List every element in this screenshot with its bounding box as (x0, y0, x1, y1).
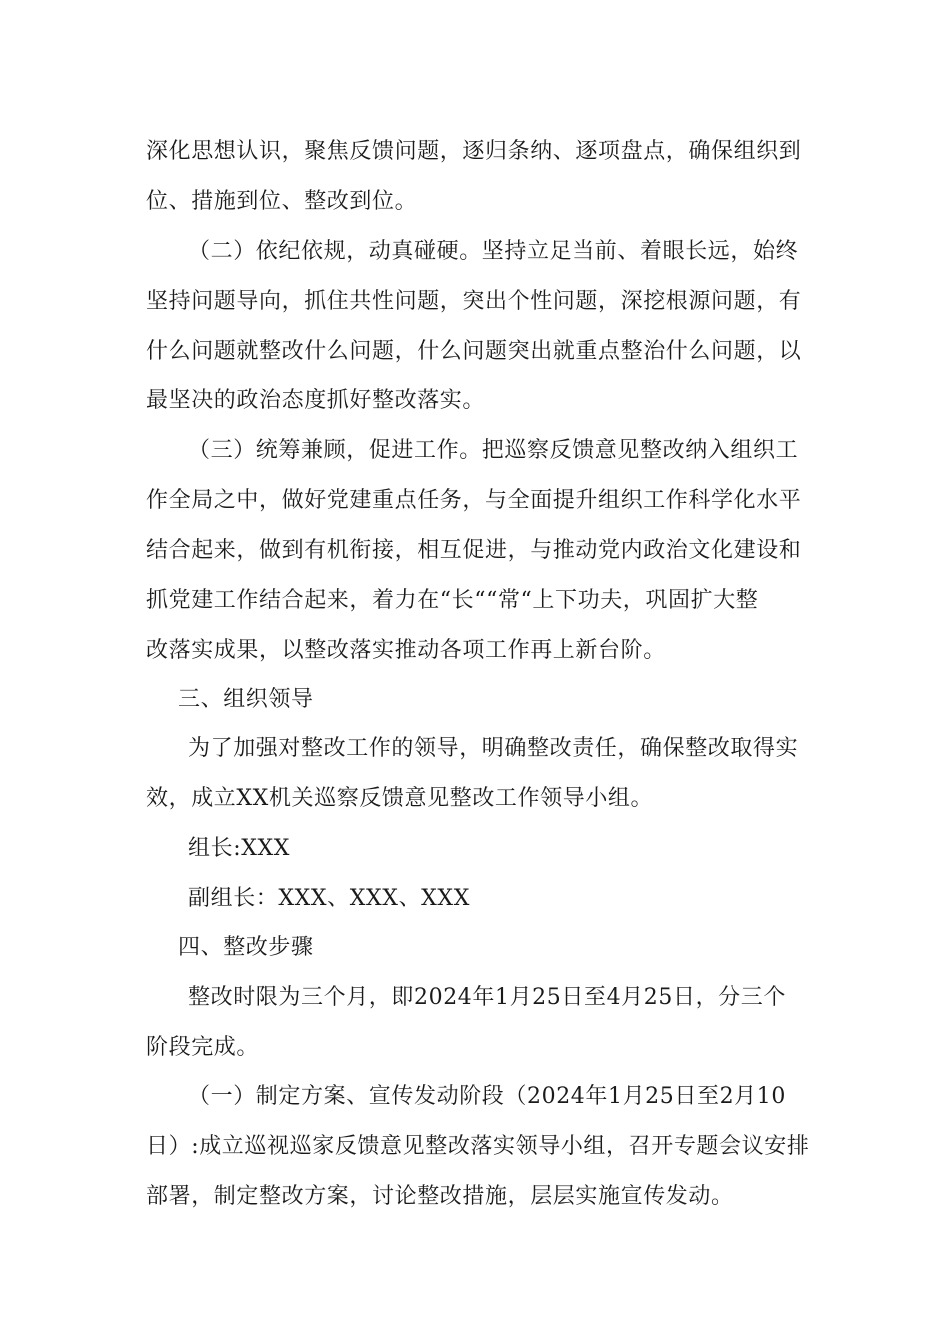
paragraph-line: 坚持问题导向，抓住共性问题，突出个性问题，深挖根源问题，有 (146, 289, 802, 314)
paragraph-line: （二）依纪依规，动真碰硬。坚持立足当前、着眼长远，始终 (188, 239, 799, 264)
paragraph-line: （一）制定方案、宣传发动阶段（2024年1月25日至2月10 (188, 1084, 786, 1109)
paragraph-line: 深化思想认识，聚焦反馈问题，逐归条纳、逐项盘点，确保组织到 (146, 139, 802, 164)
paragraph-line: 结合起来，做到有机衔接，相互促进，与推动党内政治文化建设和 (146, 538, 802, 563)
section-heading: 四、整改步骤 (178, 935, 314, 960)
paragraph-line: 整改时限为三个月，即2024年1月25日至4月25日，分三个 (188, 985, 786, 1010)
deputy-leader-line: 副组长：XXX、XXX、XXX (188, 886, 470, 911)
paragraph-line: 部署，制定整改方案，讨论整改措施，层层实施宣传发动。 (146, 1184, 734, 1209)
leader-line: 组长:XXX (188, 836, 290, 861)
paragraph-line: 最坚决的政治态度抓好整改落实。 (146, 388, 486, 413)
paragraph-line: 日）:成立巡视巡家反馈意见整改落实领导小组，召开专题会议安排 (146, 1134, 810, 1159)
paragraph-line: 效，成立XX机关巡察反馈意见整改工作领导小组。 (146, 786, 654, 811)
paragraph-line: 为了加强对整改工作的领导，明确整改责任，确保整改取得实 (188, 736, 799, 761)
paragraph-line: 改落实成果，以整改落实推动各项工作再上新台阶。 (146, 638, 666, 663)
paragraph-line: （三）统筹兼顾，促进工作。把巡察反馈意见整改纳入组织工 (188, 438, 799, 463)
paragraph-line: 抓党建工作结合起来，着力在“长““常“上下功夫，巩固扩大整 (146, 588, 759, 613)
paragraph-line: 什么问题就整改什么问题，什么问题突出就重点整治什么问题，以 (146, 339, 802, 364)
paragraph-line: 阶段完成。 (146, 1035, 260, 1060)
paragraph-line: 作全局之中，做好党建重点任务，与全面提升组织工作科学化水平 (146, 488, 802, 513)
paragraph-line: 位、措施到位、整改到位。 (146, 189, 418, 214)
section-heading: 三、组织领导 (178, 687, 314, 712)
